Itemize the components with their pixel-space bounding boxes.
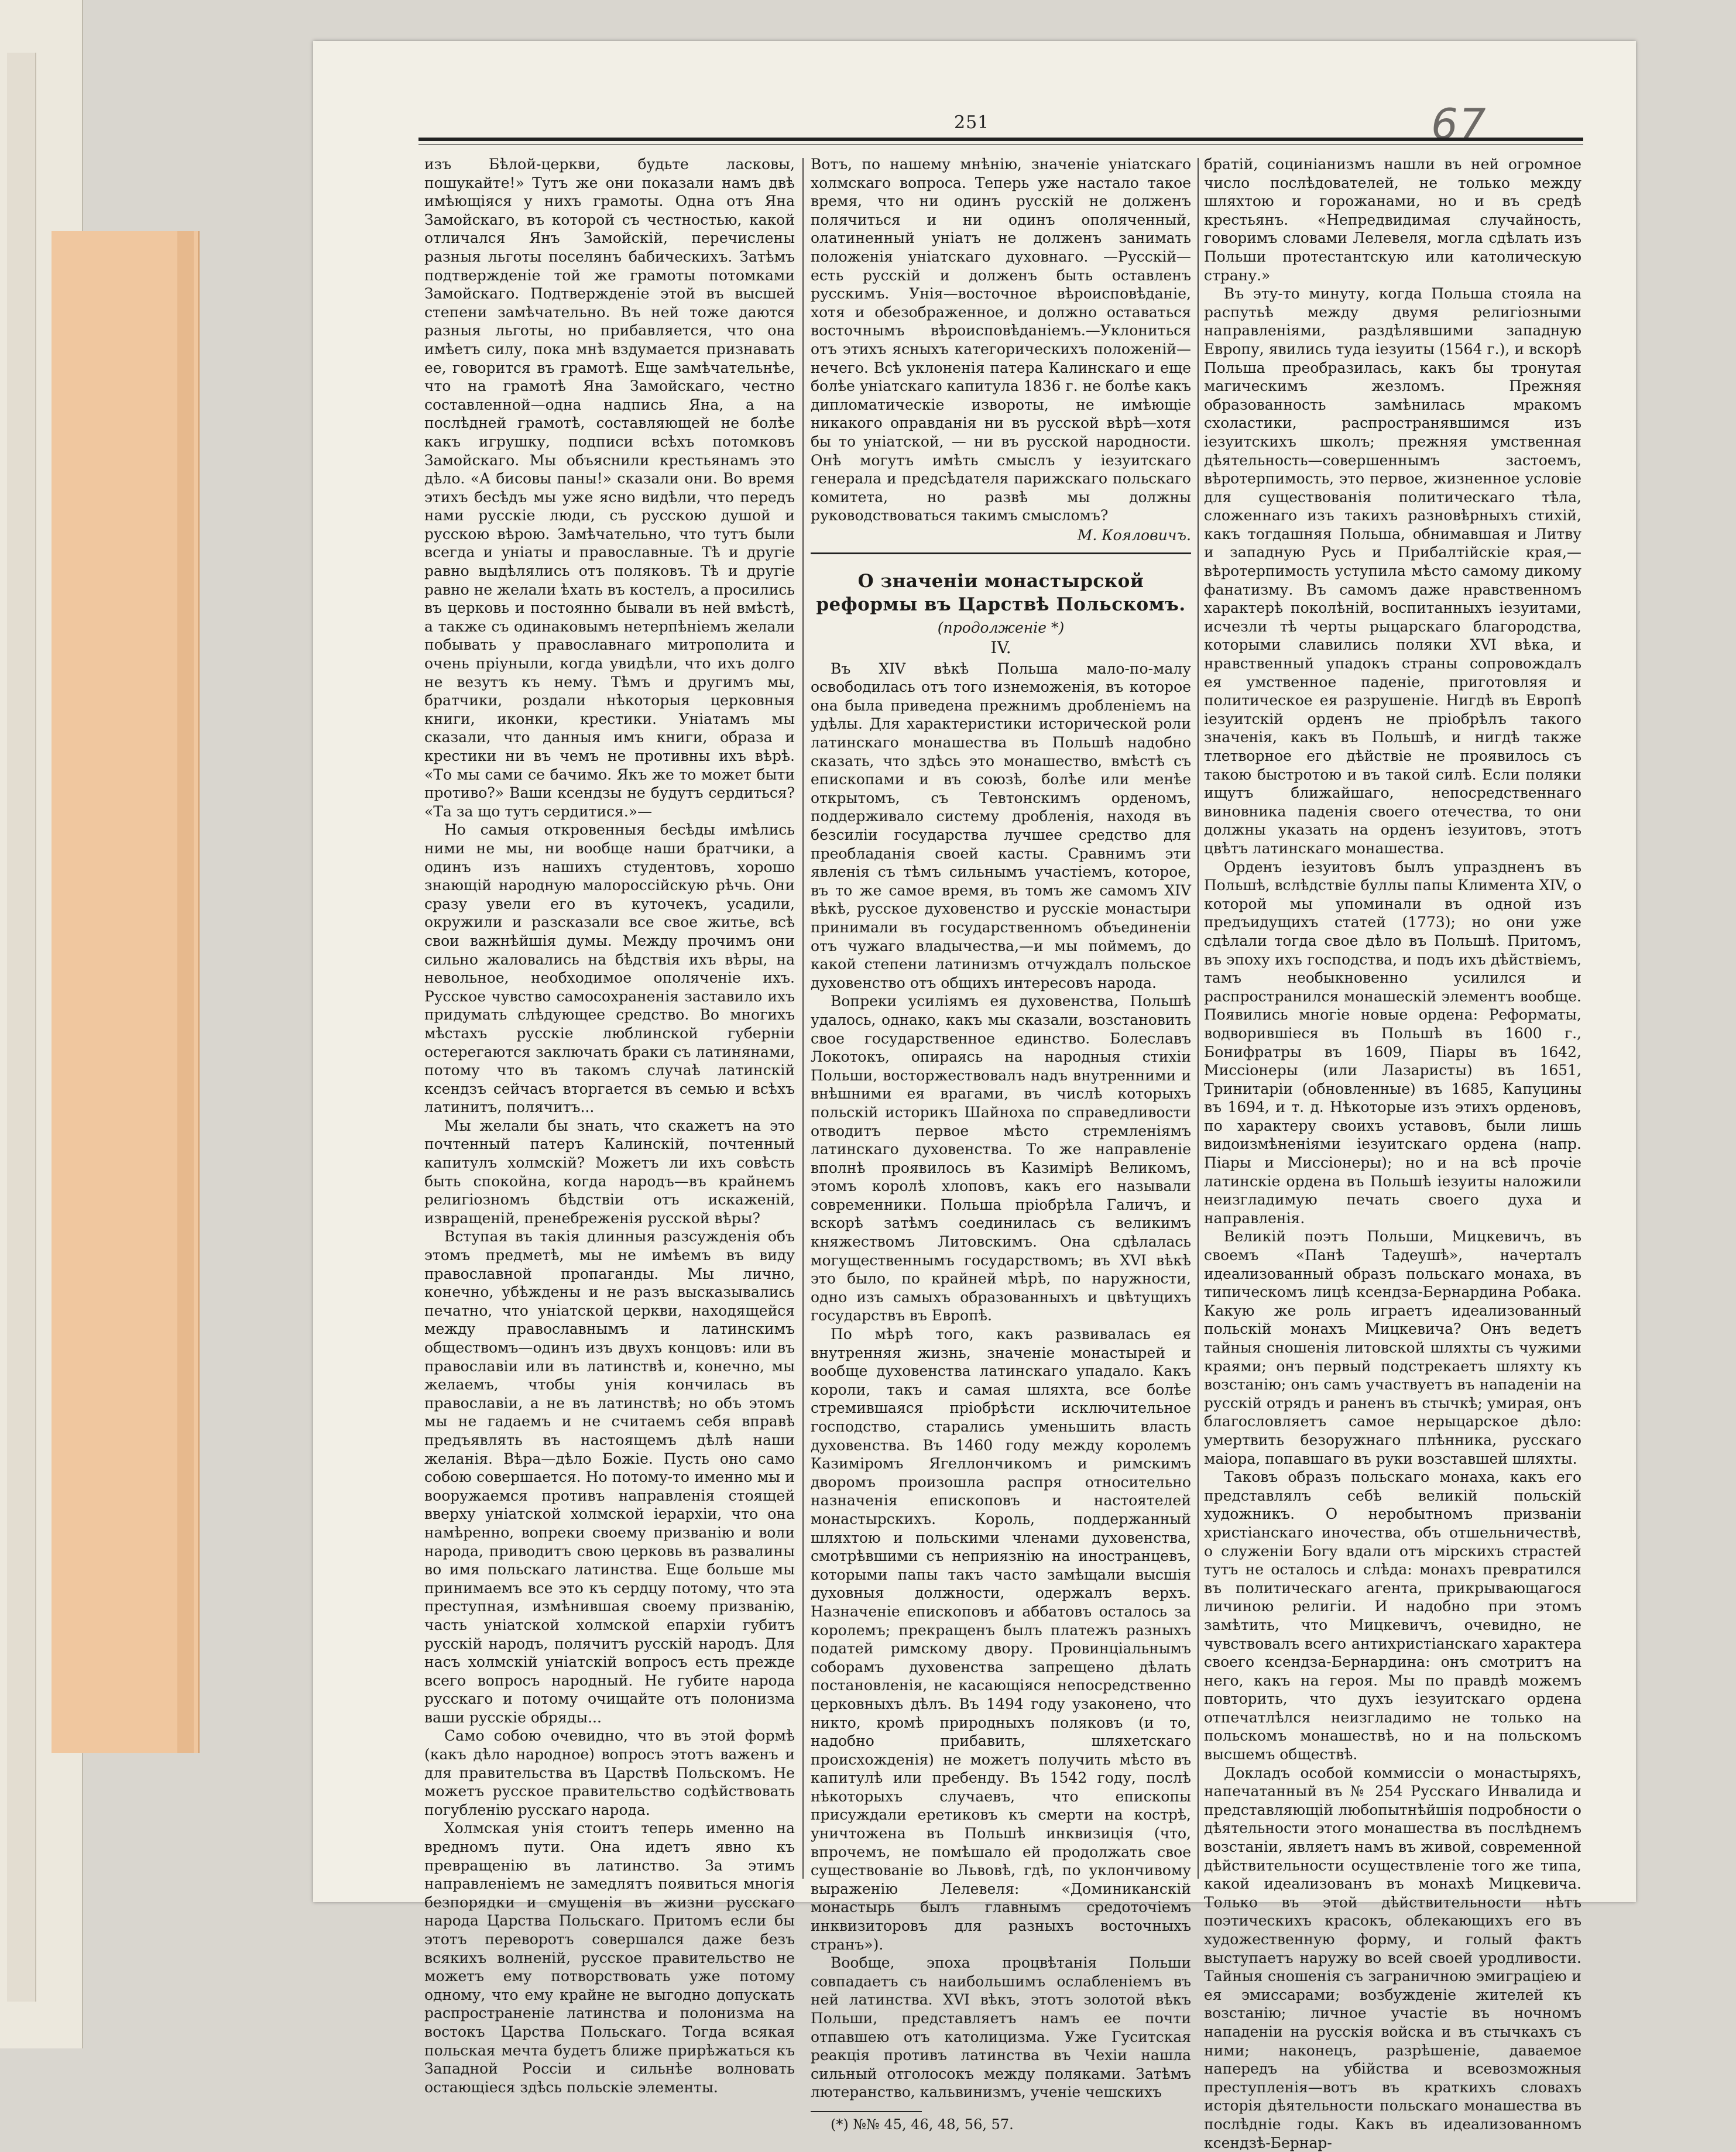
col3-paragraph: Орденъ іезуитовъ былъ упраздненъ въ Польшѣ, вслѣдствіе буллы папы Климента XIV, о которой мы упоминали въ одной изъ предъидущихъ статей (1773); но они уже сдѣлали тогда свое дѣло въ Польшѣ. Притомъ, въ эпоху ихъ господства, и подъ ихъ дѣйствіемъ, тамъ необыкновенно усилился и распространился монашескій элементъ вообще. Появились многіе новые ордена: Реформаты, водворившіеся въ Польшѣ въ 1600 г., Бонифратры въ 1609, Піары въ 1642, Миссіонеры (или Лазаристы) въ 1651, Тринитаріи (обновленные) въ 1685, Капуцины въ 1694, и т. д. Нѣкоторые изъ этихъ орденовъ, по характеру своихъ уставовъ, были лишь видоизмѣненіями іезуитскаго ордена (напр. Піары и Миссіонеры); но и на всѣ прочіе латинскіе ордена въ Польшѣ іезуиты наложили неизгладимую печать своего духа и направленія.: [1204, 858, 1581, 1227]
footnote: (*) №№ 45, 46, 48, 56, 57.: [831, 2116, 1014, 2133]
orange-page-divider: [52, 231, 200, 1753]
col2-article-paragraph: Вообще, эпоха процвѣтанія Польши совпадаетъ съ наибольшимъ ослабленіемъ въ ней латинства. XVI вѣкъ, этотъ золотой вѣкъ Польши, представляетъ намъ ее почти отпавшею отъ католицизма. Уже Гуситская реакція противъ латинства въ Чехіи нашла сильный отголосокъ между поляками. Затѣмъ лютеранство, кальвинизмъ, ученіе чешскихъ: [811, 1954, 1191, 2101]
footnote-rule: [811, 2111, 922, 2112]
page-number: 251: [954, 112, 990, 133]
col2-article-paragraph: По мѣрѣ того, какъ развивалась ея внутренняя жизнь, значеніе монастырей и вообще духовенства латинскаго упадало. Какъ короли, такъ и самая шляхта, все болѣе стремившаяся пріобрѣсти исключительное господство, старались уменьшить власть духовенства. Въ 1460 году между королемъ Казиміромъ Ягеллончикомъ и римскимъ дворомъ произошла распря относительно назначенія епископовъ и настоятелей монастырскихъ. Король, поддержанный шляхтою и польскими членами духовенства, смотрѣвшими съ неприязнію на иностранцевъ, которыми папы такъ часто замѣщали высшія духовныя должности, одержалъ верхъ. Назначеніе епископовъ и аббатовъ осталось за королемъ; прекращенъ былъ платежъ разныхъ податей римскому двору. Провинціальнымъ соборамъ духовенства запрещено дѣлать постановленія, не касающіяся непосредственно церковныхъ дѣлъ. Въ 1494 году узаконено, что никто, кромѣ природныхъ поляковъ (и то, надобно прибавить, шляхетскаго происхожденія) не можетъ получить мѣсто въ капитулѣ или пребенду. Въ 1542 году, послѣ нѣкоторыхъ случаевъ, что епископы присуждали еретиковъ къ смерти на кострѣ, уничтожена въ Польшѣ инквизиція (что, впрочемъ, не помѣшало ей продолжать свое существованіе во Львовѣ, гдѣ, по уклончивому выраженію Лелевеля: «Доминиканскій монастырь былъ главнымъ средоточіемъ инквизиторовъ для разныхъ восточныхъ странъ»).: [811, 1326, 1191, 1953]
column-divider-1: [802, 158, 804, 1879]
handwritten-folio-number: 67: [1431, 99, 1487, 149]
column-1: [424, 155, 795, 2096]
adjacent-page-edge: [7, 53, 36, 2002]
column-2: [811, 155, 1191, 2133]
newspaper-page: [313, 41, 1636, 2151]
article-title: О значеніи монастырской реформы въ Царствѣ Польскомъ.: [816, 571, 1186, 616]
author-signature: М. Кояловичъ.: [1077, 526, 1191, 544]
col1-paragraph: Само собою очевидно, что въ этой формѣ (какъ дѣло народное) вопросъ этотъ важенъ и для правительства въ Царствѣ Польскомъ. Не можетъ русское правительство содѣйствовать погубленію русскаго народа.: [424, 1727, 795, 1818]
col1-paragraph: изъ Бѣлой-церкви, будьте ласковы, пошукайте!» Тутъ же они показали намъ двѣ имѣющіяся у нихъ грамоты. Одна отъ Яна Замойскаго, въ которой съ честностью, какой отличался Янъ Замойскій, перечислены разныя льготы поселянъ бабическихъ. Затѣмъ подтвержденіе той же грамоты потомками Замойскаго. Подтвержденіе этой въ высшей степени замѣчательно. Въ ней тоже даются разныя льготы, но прибавляется, что она имѣетъ силу, пока мнѣ вздумается признавать ее, говорится въ грамотѣ. Еще замѣчательнѣе, что на грамотѣ Яна Замойскаго, честно составленной—одна надпись Яна, а на послѣдней грамотѣ, составляющей не болѣе какъ игрушку, подписи всѣхъ потомковъ Замойскаго. Мы объяснили крестьянамъ это дѣло. «А бисовы паны!» сказали они. Во время этихъ бесѣдъ мы уже ясно видѣли, что передъ нами русскіе люди, съ русскою душой и русскою вѣрою. Замѣчательно, что тутъ были всегда и уніаты и православные. Тѣ и другіе равно выдѣлялись отъ поляковъ. Тѣ и другіе равно не желали ѣхать въ костелъ, а просились въ церковь и постоянно бывали въ ней вмѣстѣ, а также съ одинаковымъ нетерпѣніемъ желали побывать у православнаго митрополита и очень пріуныли, когда увидѣли, что ихъ долго не везутъ къ нему. Тѣмъ и другимъ мы, братчики, роздали нѣкоторыя церковныя книги, иконки, крестики. Уніатамъ мы сказали, что данныя имъ книги, образа и крестики ни въ чемъ не противны ихъ вѣрѣ. «То мы сами се бачимо. Якъ же то может быти противо?» Ваши ксендзы не будутъ сердиться? «Та за що тутъ сердитися.»—: [424, 156, 795, 820]
col3-paragraph: Въ эту-то минуту, когда Польша стояла на распутьѣ между двумя религіозными направленіями, раздѣлявшими западную Европу, явились туда іезуиты (1564 г.), и вскорѣ Польша преобразилась, какъ бы тронутая магическимъ жезломъ. Прежняя образованность замѣнилась мракомъ схоластики, распространявшимся изъ іезуитскихъ школъ; прежняя умственная дѣятельность—совершеннымъ застоемъ, вѣротерпимость, это первое, жизненное условіе для существованія политическаго тѣла, сложеннаго изъ такихъ разновѣрныхъ стихій, какъ тогдашняя Польша, обнимавшая и Литву и западную Русь и Прибалтійскіе края,—вѣротерпимость уступила мѣсто самому дикому фанатизму. Въ самомъ даже нравственномъ характерѣ поколѣній, воспитанныхъ іезуитами, исчезли тѣ черты рыцарскаго благородства, которыми славились поляки XVI вѣка, и нравственный упадокъ страны сопровождалъ ея умственное паденіе, приготовляя и политическое ея разрушеніе. Нигдѣ въ Европѣ іезуитскій орденъ не пріобрѣлъ такого значенія, какъ въ Польшѣ, и нигдѣ также тлетворное его дѣйствіе не проявилось съ такою быстротою и въ такой силѣ. Если поляки ищутъ ближайшаго, непосредственнаго виновника паденія своего отечества, то они должны указать на орденъ іезуитовъ, этотъ цвѣтъ латинскаго монашества.: [1204, 285, 1581, 857]
col3-paragraph: Таковъ образъ польскаго монаха, какъ его представлялъ себѣ великій польскій художникъ. О неробытномъ призваніи христіанскаго иночества, объ отшельничествѣ, о служеніи Богу вдали отъ мірскихъ страстей тутъ не осталось и слѣда: монахъ превратился въ политическаго агента, прикрывающагося личиною религіи. И надобно при этомъ замѣтить, что Мицкевичъ, очевидно, не чувствовалъ всего антихристіанскаго характера своего ксендза-Бернардина: онъ смотритъ на него, какъ на героя. Мы по правдѣ можемъ повторить, что духъ іезуитскаго ордена отпечатлѣлся неизгладимо не только на польскомъ монашествѣ, но и на польскомъ высшемъ обществѣ.: [1204, 1468, 1581, 1763]
article-subtitle: (продолженіе *): [937, 619, 1065, 637]
col1-paragraph: Холмская унія стоитъ теперь именно на вредномъ пути. Она идетъ явно къ превращенію въ латинство. За этимъ направленіемъ не замедлятъ появиться многія безпорядки и смущенія въ жизни русскаго народа Царства Польскаго. Притомъ если бы этотъ переворотъ совершался даже безъ всякихъ волненій, русское правительство не можетъ ему потворствовать уже потому одному, что ему крайне не выгодно допускать распространеніе латинства и полонизма на востокъ Царства Польскаго. Тогда всякая польская мечта будетъ ближе прирѣжаться къ Западной Россіи и сильнѣе волновать остающіеся здѣсь польскіе элементы.: [424, 1820, 795, 2096]
col3-paragraph: братій, социніанизмъ нашли въ ней огромное число послѣдователей, не только между шляхтою и горожанами, но и въ средѣ крестьянъ. «Непредвидимая случайность, говоримъ словами Лелевеля, могла сдѣлать изъ Польши протестантскую или католическую страну.»: [1204, 156, 1581, 284]
header-rule-thin: [418, 144, 1583, 145]
col3-paragraph: Докладъ особой коммиссіи о монастыряхъ, напечатанный въ № 254 Русскаго Инвалида и представляющій любопытнѣйшія подробности о дѣятельности этого монашества въ послѣднемъ возстаніи, являетъ намъ въ живой, современной дѣйствительности осуществленіе того же типа, какой идеализованъ въ монахѣ Мицкевича. Только въ этой дѣйствительности нѣтъ поэтическихъ красокъ, облекающихъ его въ художественную форму, и голый фактъ выступаетъ наружу во всей своей уродливости. Тайныя сношенія съ заграничною эмиграціею и ея эмиссарами; возбужденіе жителей къ возстанію; личное участіе въ ночномъ нападеніи на русскія войска и въ стычкахъ съ ними; наконецъ, разрѣшеніе, даваемое напередъ на убійства и всевозможныя преступленія—вотъ въ краткихъ словахъ исторія дѣятельности польскаго монашества въ послѣдніе годы. Какъ въ идеализованномъ ксендзѣ-Бернар-: [1204, 1764, 1581, 2151]
col2-paragraph: Вотъ, по нашему мнѣнію, значеніе уніатскаго холмскаго вопроса. Теперь уже настало такое время, что ни одинъ русскій не долженъ полячиться и ни одинъ ополяченный, олатиненный уніатъ не долженъ занимать положенія уніатскаго духовнаго. —Русскій—есть русскій и долженъ быть оставленъ русскимъ. Унія—восточное вѣроисповѣданіе, хотя и обезображенное, и должно оставаться восточнымъ вѣроисповѣданіемъ.—Уклониться отъ этихъ ясныхъ категорическихъ положеній—нечего. Всѣ уклоненія патера Калинскаго и еще болѣе уніатскаго капитула 1836 г. не болѣе какъ дипломатическіе извороты, не имѣющіе никакого оправданія ни въ русской вѣрѣ—хотя бы то уніатской, — ни въ русской народности. Онѣ могутъ имѣть смыслъ у іезуитскаго генерала и предсѣдателя парижскаго польскаго комитета, но развѣ мы должны руководствоваться такимъ смысломъ?: [811, 156, 1191, 524]
column-divider-2: [1198, 158, 1199, 1879]
col1-paragraph: Мы желали бы знать, что скажетъ на это почтенный патеръ Калинскій, почтенный капитулъ холмскій? Можетъ ли ихъ совѣсть быть спокойна, когда народъ—въ крайнемъ религіозномъ бѣдствіи отъ искаженій, извращеній, пренебреженія русской вѣры?: [424, 1117, 795, 1227]
col3-paragraph: Великій поэтъ Польши, Мицкевичъ, въ своемъ «Панѣ Тадеушѣ», начерталъ идеализованный образъ польскаго монаха, въ типическомъ лицѣ ксендза-Бернардина Робака. Какую же роль играетъ идеализованный польскій монахъ Мицкевича? Онъ ведетъ тайныя сношенія литовской шляхты съ чужими краями; онъ первый подстрекаетъ шляхту къ возстанію; онъ самъ участвуетъ въ нападеніи на русскій отрядъ и раненъ въ стычкѣ; умирая, онъ благословляетъ самое нерыцарское дѣло: умертвить безоружнаго плѣнника, русскаго маіора, попавшаго въ руки возставшей шляхты.: [1204, 1228, 1581, 1467]
column-3: [1204, 155, 1581, 2151]
section-rule: [811, 552, 1191, 554]
article-section-number: IV.: [990, 638, 1011, 658]
col1-paragraph: Вступая въ такія длинныя разсужденія объ этомъ предметѣ, мы не имѣемъ въ виду православной пропаганды. Мы лично, конечно, убѣждены и не разъ высказывались печатно, что уніатской церкви, находящейся между православнымъ и латинскимъ обществомъ—одинъ изъ двухъ концовъ: или въ православіи или въ латинствѣ и, конечно, мы желаемъ, чтобы унія кончилась въ православіи, а не въ латинствѣ; но объ этомъ мы не гадаемъ и не считаемъ себя вправѣ предъявлять въ настоящемъ дѣлѣ наши желанія. Вѣра—дѣло Божіе. Пусть оно само собою совершается. Но потому-то именно мы и вооружаемся противъ направленія стоящей вверху уніатской холмской іерархіи, что она намѣренно, вопреки своему призванію и воли народа, приводитъ свою церковь въ развалины во имя польскаго латинства. Еще больше мы принимаемъ все это къ сердцу потому, что эта преступная, измѣнившая своему призванію, часть уніатской холмской епархіи губитъ русскій народъ, полячитъ русскій народъ. Для насъ холмскій уніатскій вопросъ есть прежде всего вопросъ народный. Не губите народа русскаго и потому очищайте отъ полонизма ваши русскіе обряды...: [424, 1228, 795, 1726]
col1-paragraph: Но самыя откровенныя бесѣды имѣлись ними не мы, ни вообще наши братчики, а одинъ изъ нашихъ студентовъ, хорошо знающій народную малороссійскую рѣчь. Они сразу увели его въ куточекъ, усадили, окружили и разсказали все свое житье, всѣ свои важнѣйшія думы. Между прочимъ они сильно жаловались на бѣдствія ихъ вѣры, на невольное, необходимое ополяченіе ихъ. Русское чувство самосохраненія заставило ихъ придумать слѣдующее средство. Во многихъ мѣстахъ русскіе люблинской губерніи остерегаются заключать браки съ латинянами, потому что въ такомъ случаѣ латинскій ксендзъ сейчасъ вторгается въ семью и всѣхъ латинитъ, полячитъ...: [424, 821, 795, 1116]
header-rule: [418, 138, 1583, 141]
col2-article-paragraph: Въ XIV вѣкѣ Польша мало-по-малу освободилась отъ того изнеможенія, въ которое она была приведена прежнимъ дробленіемъ на удѣлы. Для характеристики исторической роли латинскаго монашества въ Польшѣ надобно сказать, что здѣсь это монашество, вмѣстѣ съ епископами и въ союзѣ, болѣе или менѣе открытомъ, съ Тевтонскимъ орденомъ, поддерживало систему дробленія, находя въ безсиліи государства лучшее средство для преобладанія своей касты. Сравнимъ эти явленія съ тѣмъ сильнымъ участіемъ, которое, въ то же самое время, въ томъ же самомъ XIV вѣкѣ, русское духовенство и русскіе монастыри принимали въ государственномъ объединеніи отъ чужаго владычества,—и мы поймемъ, до какой степени латинизмъ отчуждалъ польское духовенство отъ общихъ интересовъ народа.: [811, 660, 1191, 991]
col2-article-paragraph: Вопреки усиліямъ ея духовенства, Польшѣ удалось, однако, какъ мы сказали, возстановить свое государственное единство. Болеславъ Локотокъ, опираясь на народныя стихіи Польши, восторжествовалъ надъ внутренними и внѣшними ея врагами, въ числѣ которыхъ польскій историкъ Шайноха по справедливости отводитъ первое мѣсто стремленіямъ латинскаго духовенства. То же направленіе вполнѣ проявилось въ Казимірѣ Великомъ, этомъ королѣ хлоповъ, какъ его называли современники. Польша пріобрѣла Галичъ, и вскорѣ затѣмъ соединилась съ великимъ княжествомъ Литовскимъ. Она сдѣлалась могущественнымъ государствомъ; въ XVI вѣкѣ это было, по крайней мѣрѣ, по наружности, одно изъ самыхъ образованныхъ и цвѣтущихъ государствъ въ Европѣ.: [811, 993, 1191, 1324]
